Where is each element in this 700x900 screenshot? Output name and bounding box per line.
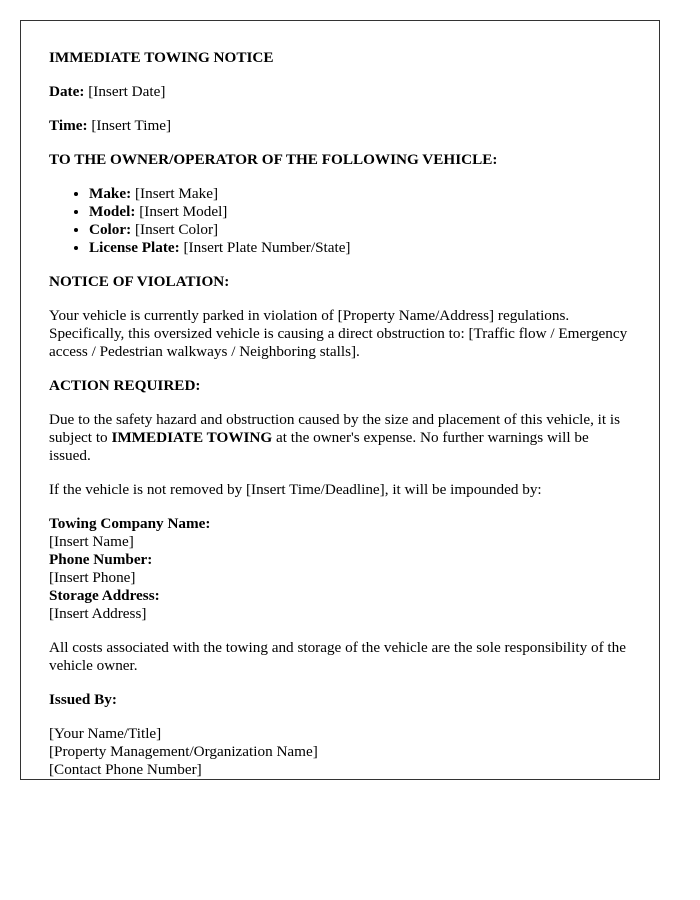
vehicle-heading: TO THE OWNER/OPERATOR OF THE FOLLOWING VEHICLE: [49,151,498,168]
color-label: Color: [89,221,132,238]
towing-company-label: Towing Company Name: [49,515,211,532]
date-value: [Insert Date] [88,83,166,100]
plate-label: License Plate: [89,239,180,256]
towing-company-line [49,515,631,551]
vehicle-make-item [89,185,631,203]
phone-number-value: [Insert Phone] [49,569,136,586]
vehicle-color-item [89,221,631,239]
make-label: Make: [89,185,132,202]
storage-address-label: Storage Address: [49,587,160,604]
phone-number-line [49,551,631,587]
action-heading: ACTION REQUIRED: [49,377,201,394]
vehicle-details-list [49,185,631,257]
date-line [49,83,631,101]
make-value: [Insert Make] [134,185,219,202]
towing-company-info [49,515,631,623]
model-value: [Insert Model] [139,203,228,220]
action-text-after: at the owner's expense. No further warnings will be issued. [49,429,589,464]
plate-value: [Insert Plate Number/State] [183,239,351,256]
towing-company-value: [Insert Name] [49,533,134,550]
vehicle-plate-item [89,239,631,257]
action-text-before: Due to the safety hazard and obstruction caused by the size and placement of this vehicle, it is subject to [49,411,621,446]
notice-title: IMMEDIATE TOWING NOTICE [49,49,274,66]
color-value: [Insert Color] [134,221,219,238]
issued-by-label: Issued By: [49,691,117,708]
issuer-info [49,725,631,779]
issuer-name-title: [Your Name/Title] [49,725,162,742]
time-line [49,117,631,135]
time-value: [Insert Time] [91,117,172,134]
violation-text: Your vehicle is currently parked in violation of [Property Name/Address] regulations. Specifically, this oversized vehicle is causing a direct obstruction to: [Traffic flow / Emergency access / Pedestrian walkways / Neighboring stalls]. [49,307,628,360]
date-label: Date: [49,83,85,100]
impound-text: If the vehicle is not removed by [Insert Time/Deadline], it will be impounded by: [49,481,542,498]
towing-notice-document [20,20,660,780]
storage-address-value: [Insert Address] [49,605,147,622]
phone-number-label: Phone Number: [49,551,153,568]
time-label: Time: [49,117,88,134]
immediate-towing-emphasis: IMMEDIATE TOWING [111,429,273,446]
costs-text: All costs associated with the towing and storage of the vehicle are the sole responsibility of the vehicle owner. [49,639,626,674]
model-label: Model: [89,203,136,220]
issuer-organization: [Property Management/Organization Name] [49,743,318,760]
violation-heading: NOTICE OF VIOLATION: [49,273,230,290]
action-text [49,411,631,465]
issuer-contact-phone: [Contact Phone Number] [49,761,202,778]
storage-address-line [49,587,631,623]
vehicle-model-item [89,203,631,221]
